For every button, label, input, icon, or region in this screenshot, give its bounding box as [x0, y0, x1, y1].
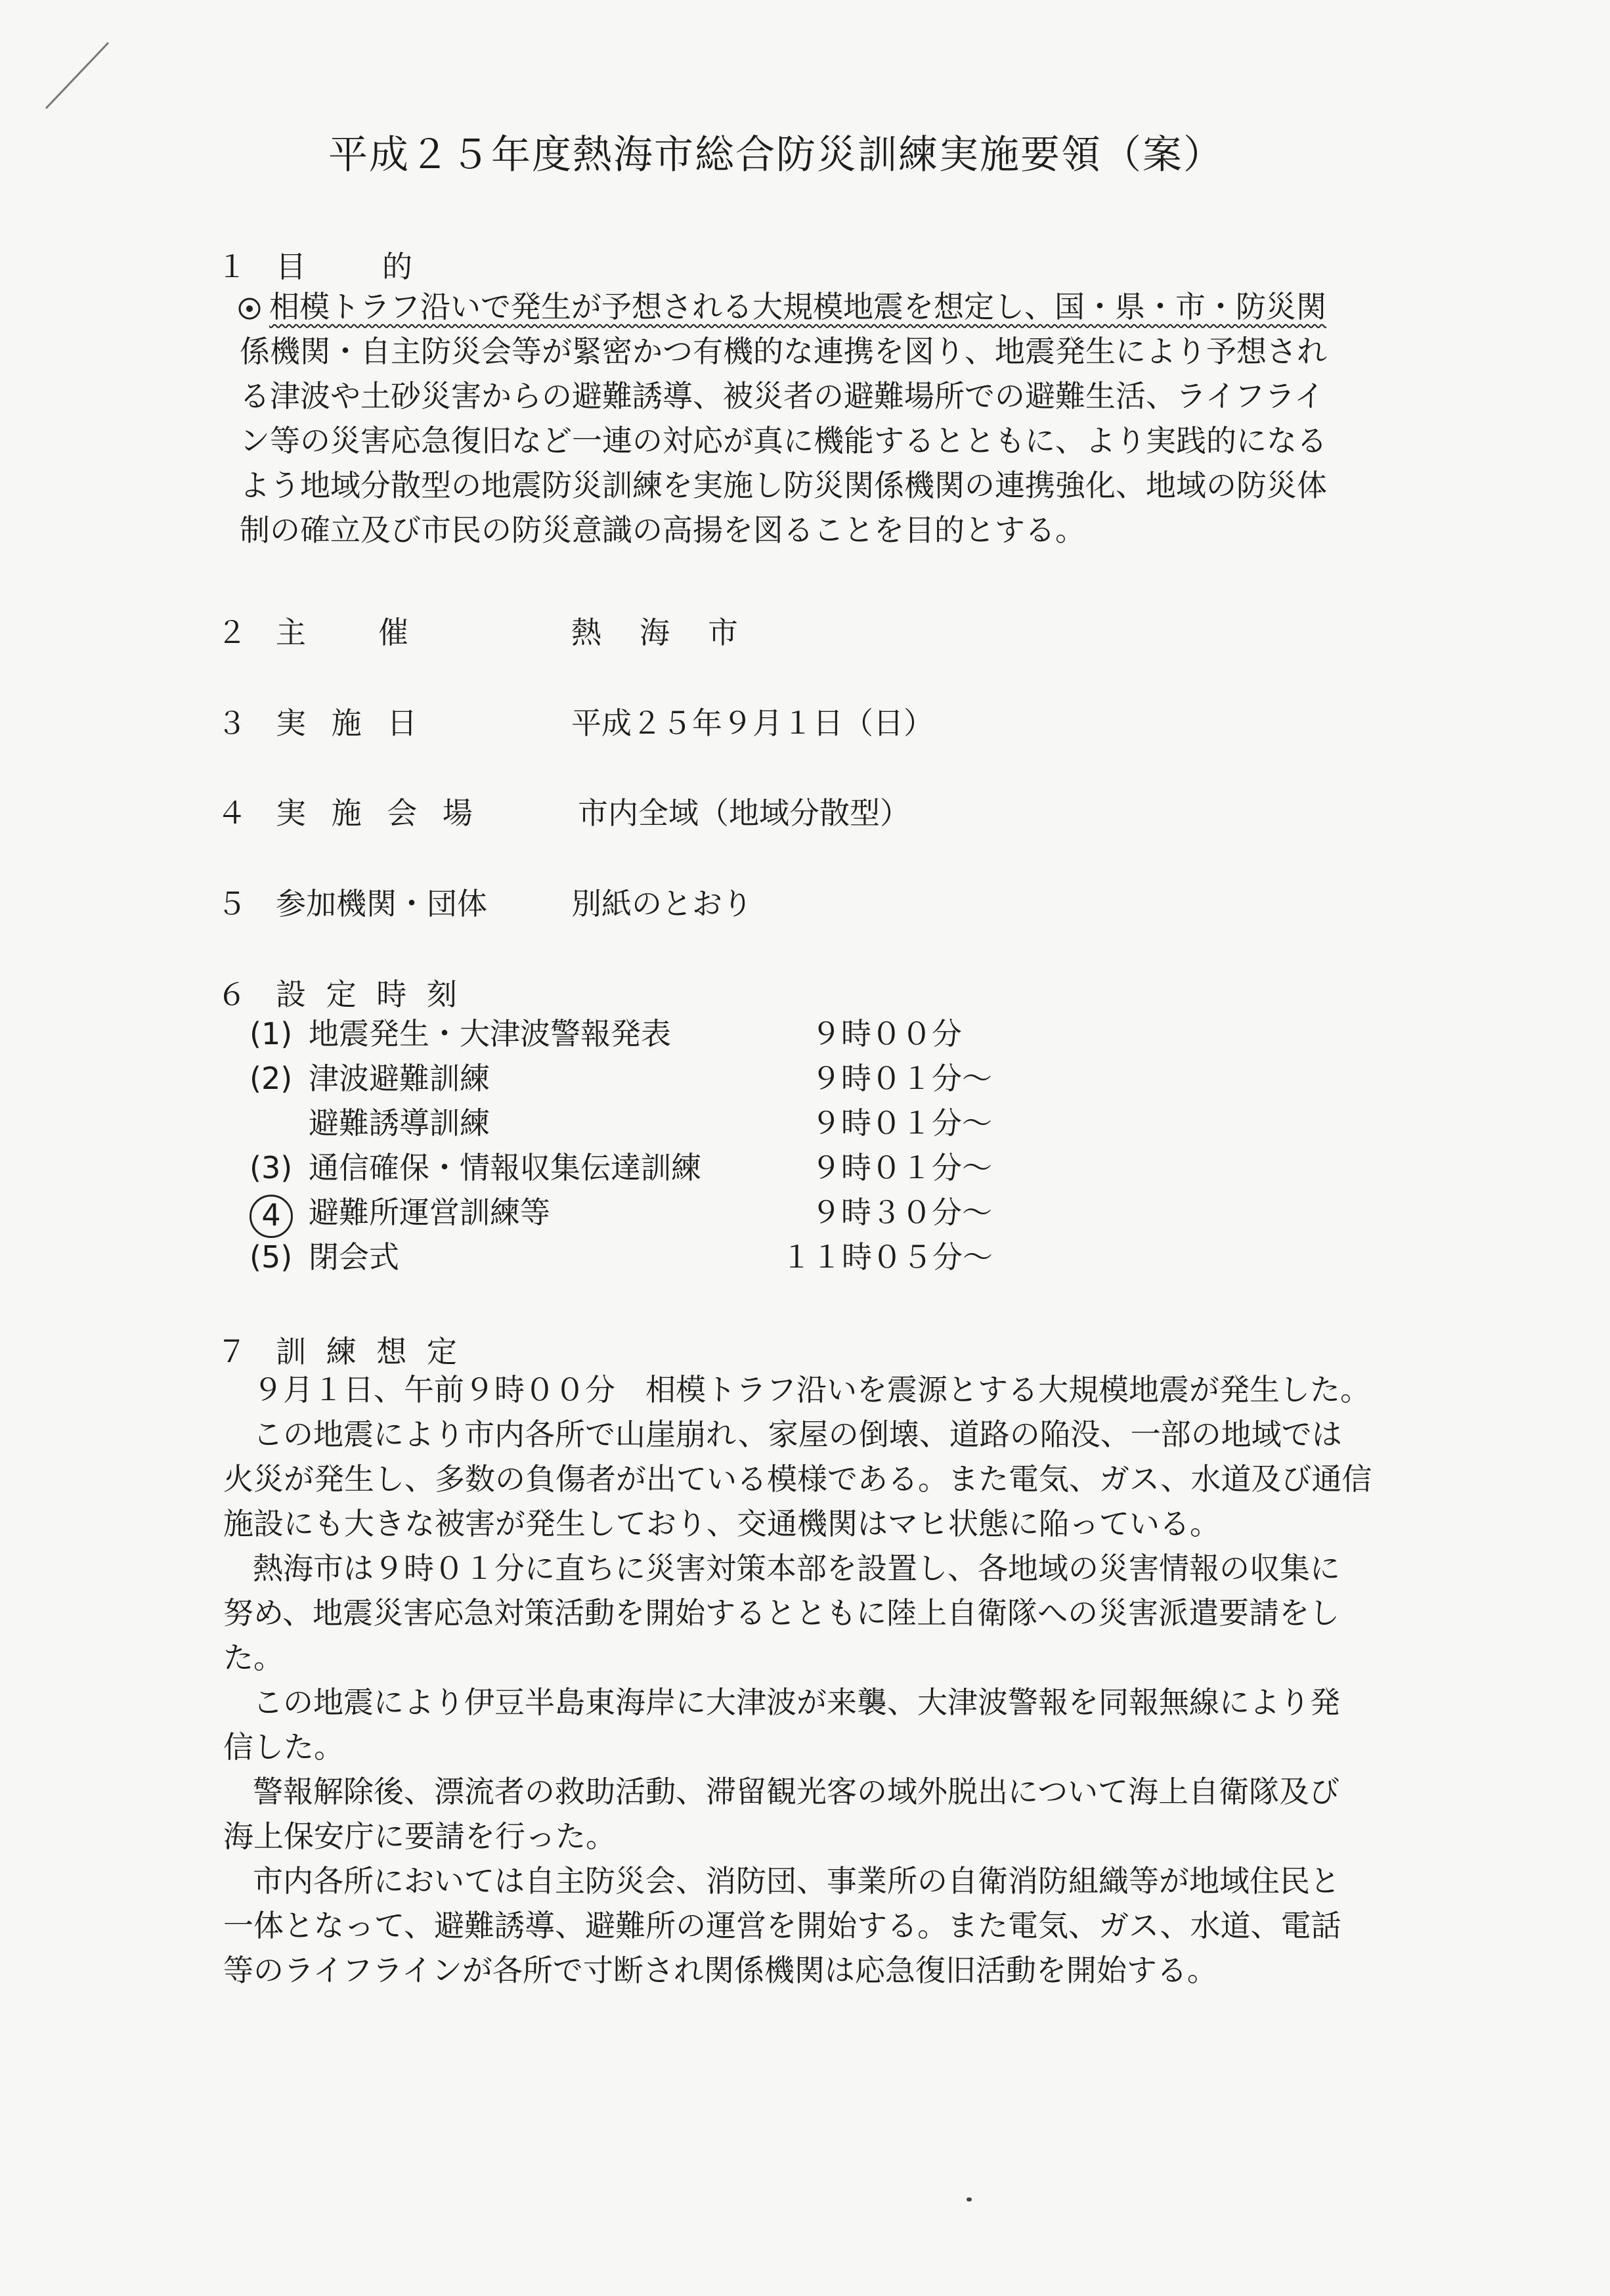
section-7-line: 警報解除後、漂流者の救助活動、滞留観光客の域外脱出について海上自衛隊及び [253, 1774, 1340, 1809]
speck-mark [967, 2197, 972, 2201]
schedule-row-time: ９時０１分～ [811, 1061, 992, 1096]
section-5-heading: 参加機関・団体 [276, 886, 487, 921]
section-7-line: この地震により伊豆半島東海岸に大津波が来襲、大津波警報を同報無線により発 [253, 1685, 1340, 1720]
section-7-line: 努め、地震災害応急対策活動を開始するとともに陸上自衛隊への災害派遣要請をし [223, 1595, 1340, 1631]
schedule-row-time: ９時００分 [811, 1016, 962, 1051]
schedule-row-number: (5) [250, 1239, 293, 1275]
section-1-line: 相模トラフ沿いで発生が予想される大規模地震を想定し、国・県・市・防災関 [269, 289, 1326, 324]
section-7-line: 熱海市は９時０１分に直ちに災害対策本部を設置し、各地域の災害情報の収集に [253, 1551, 1340, 1586]
section-7-line: 火災が発生し、多数の負傷者が出ている模様である。また電気、ガス、水道及び通信 [223, 1461, 1372, 1497]
section-1-number: １ [217, 249, 247, 284]
section-3-value: 平成２５年９月１日（日） [571, 705, 934, 741]
section-7-number: ７ [217, 1334, 247, 1369]
schedule-row-label: 通信確保・情報収集伝達訓練 [309, 1150, 701, 1185]
section-2-value: 熱 海 市 [571, 615, 742, 650]
schedule-row-label: 津波避難訓練 [309, 1061, 490, 1096]
section-1-line: 係機関・自主防災会等が緊密かつ有機的な連携を図り、地震発生により予想され [240, 334, 1327, 369]
schedule-row-number-circled: 4 [256, 1193, 293, 1238]
schedule-row-label: 閉会式 [309, 1239, 399, 1275]
section-7-line: 海上保安庁に要請を行った。 [223, 1819, 616, 1854]
section-3-heading: 実 施 日 [276, 705, 425, 741]
section-7-line: この地震により市内各所で山崖崩れ、家屋の倒壊、道路の陥没、一部の地域では [253, 1417, 1342, 1452]
section-7-line: た。 [223, 1640, 284, 1675]
section-2-number: ２ [217, 615, 247, 650]
schedule-row-time: １１時０５分～ [781, 1239, 993, 1275]
section-4-number: ４ [217, 795, 247, 831]
pencil-mark [39, 36, 118, 115]
section-1-heading: 目 的 [276, 249, 418, 284]
schedule-row-label: 避難所運営訓練等 [309, 1195, 550, 1230]
section-1-line: よう地域分散型の地震防災訓練を実施し防災関係機関の連携強化、地域の防災体 [240, 468, 1327, 503]
section-3-number: ３ [217, 705, 247, 741]
section-7-line: 市内各所においては自主防災会、消防団、事業所の自衛消防組織等が地域住民と [253, 1863, 1340, 1899]
document-title: 平成２５年度熱海市総合防災訓練実施要領（案） [328, 132, 1224, 178]
section-7-line: 施設にも大きな被害が発生しており、交通機関はマヒ状態に陥っている。 [223, 1506, 1220, 1541]
section-7-heading: 訓 練 想 定 [276, 1334, 462, 1369]
section-2-heading: 主 催 [276, 615, 412, 650]
section-4-heading: 実 施 会 場 [276, 795, 481, 831]
schedule-row-time: ９時３０分～ [811, 1195, 992, 1230]
section-1-line: 制の確立及び市民の防災意識の高揚を図ることを目的とする。 [240, 512, 1085, 548]
schedule-row-number: (2) [250, 1061, 293, 1096]
section-1-line: ン等の災害応急復旧など一連の対応が真に機能するとともに、より実践的になる [240, 423, 1327, 458]
section-5-value: 別紙のとおり [571, 886, 752, 921]
section-1-line: る津波や土砂災害からの避難誘導、被災者の避難場所での避難生活、ライフライ [240, 378, 1324, 414]
schedule-row-number: (3) [250, 1150, 293, 1185]
section-5-number: ５ [217, 886, 247, 921]
section-6-number: ６ [217, 977, 247, 1012]
schedule-row-time: ９時０１分～ [811, 1150, 992, 1185]
circle-mark-icon [236, 296, 263, 322]
section-7-line: 一体となって、避難誘導、避難所の運営を開始する。また電気、ガス、水道、電話 [223, 1908, 1341, 1943]
section-7-line: 等のライフラインが各所で寸断され関係機関は応急復旧活動を開始する。 [223, 1953, 1217, 1988]
section-6-heading: 設 定 時 刻 [276, 977, 462, 1012]
schedule-row-label: 地震発生・大津波警報発表 [309, 1016, 671, 1051]
schedule-row-time: ９時０１分～ [811, 1105, 992, 1141]
section-7-line: 信した。 [223, 1729, 344, 1765]
section-4-value: 市内全域（地域分散型） [578, 795, 910, 831]
schedule-row-label: 避難誘導訓練 [309, 1105, 490, 1141]
section-7-line: ９月１日、午前９時００分 相模トラフ沿いを震源とする大規模地震が発生した。 [253, 1372, 1370, 1407]
schedule-row-number: (1) [250, 1016, 293, 1051]
